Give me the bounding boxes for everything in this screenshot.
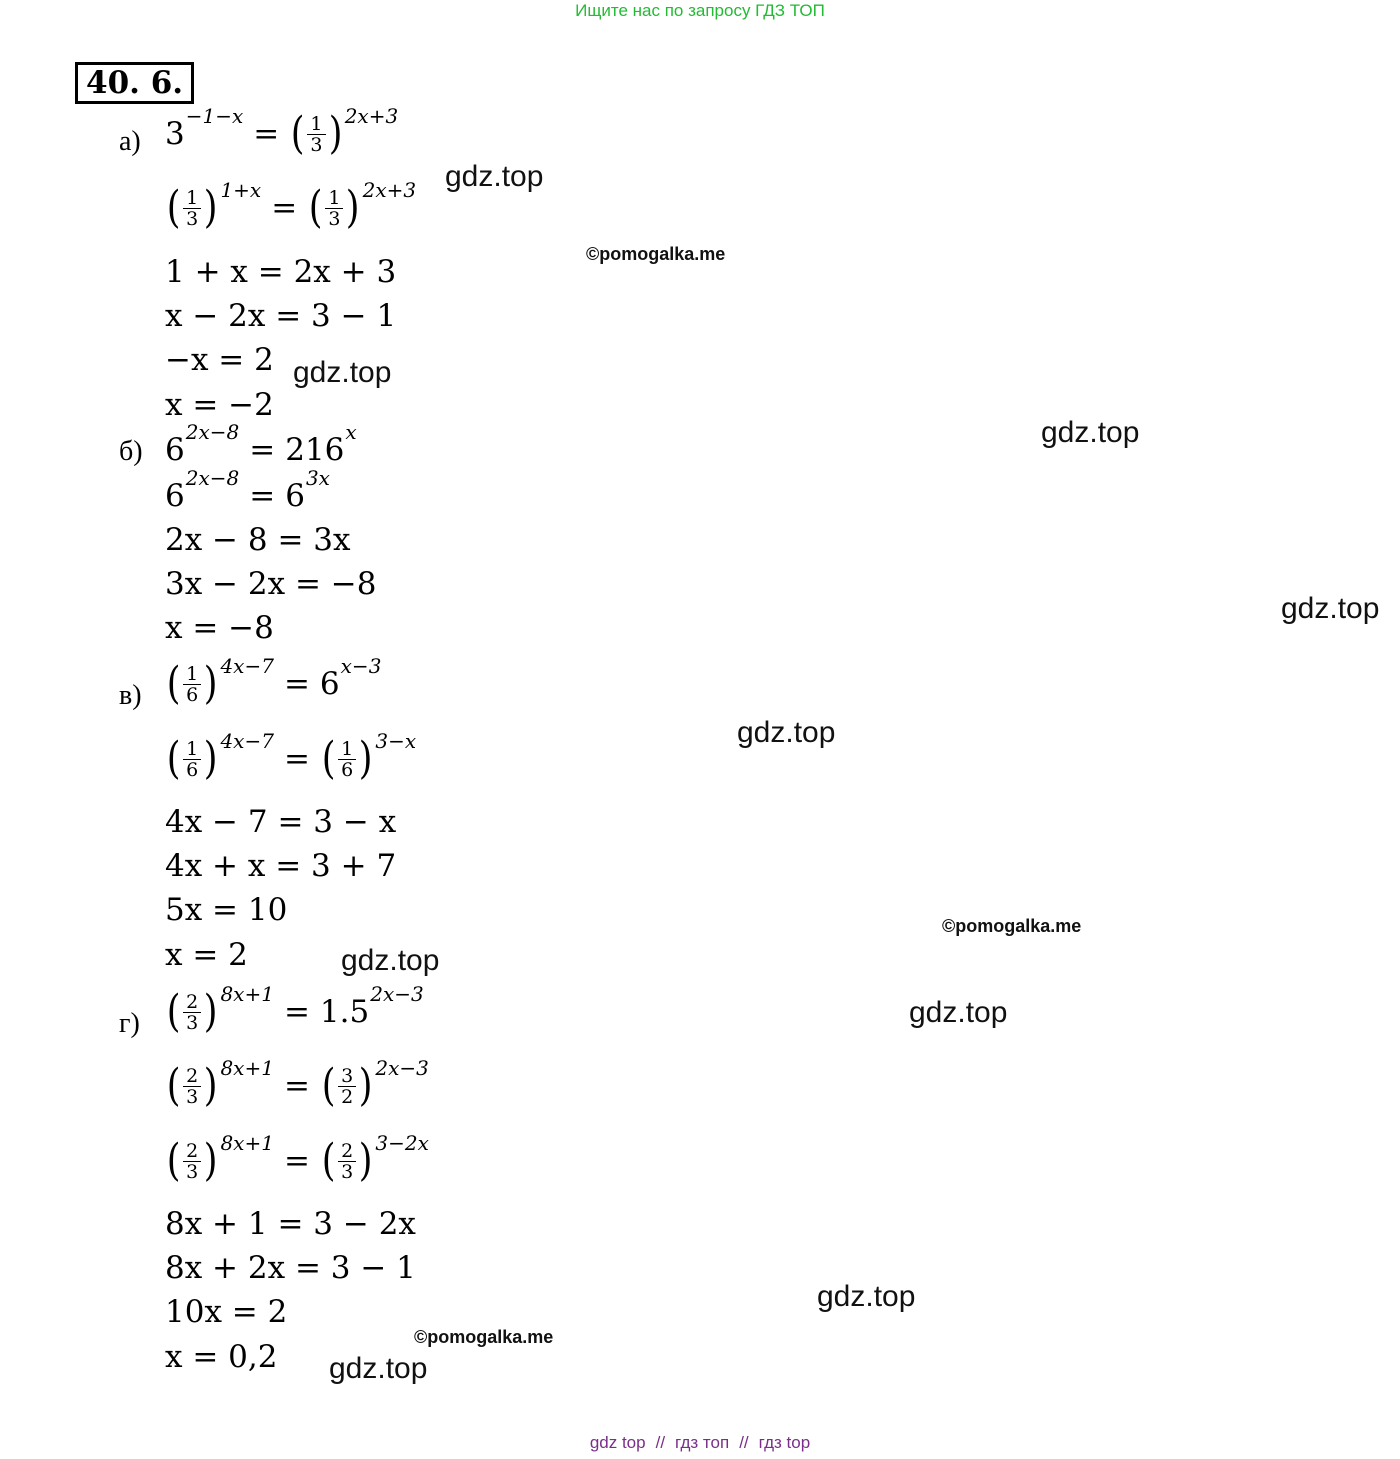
equation-v2: ( $\frac{1}{6}$ ) 4x−7 = ( $\frac{1}{6}$ ) 3−x: [166, 729, 417, 784]
watermark-gdz: gdz.top: [341, 944, 440, 977]
exponent: 1+x: [220, 178, 262, 202]
footer-links: [0, 1433, 1400, 1453]
watermark-gdz: gdz.top: [817, 1280, 916, 1313]
watermark-copyright: ©pomogalka.me: [586, 244, 726, 264]
exponent: 2x+3: [344, 104, 399, 128]
fraction-three-halves: ( $\frac{3}{2}$ ): [321, 1060, 373, 1111]
watermark-gdz: gdz.top: [329, 1352, 428, 1385]
equation-b1: 6 2x−8 = 216 x: [165, 420, 357, 468]
footer-link-gdz-top-mixed[interactable]: гдз top: [758, 1433, 811, 1452]
watermark-gdz: gdz.top: [445, 160, 544, 193]
equation-g3: ( $\frac{2}{3}$ ) 8x+1 = ( $\frac{2}{3}$ ) 3−2x: [166, 1131, 429, 1186]
base: 3: [165, 116, 185, 152]
watermark-gdz: gdz.top: [737, 716, 836, 749]
watermark-gdz: gdz.top: [909, 996, 1008, 1029]
equation-g4: 8x + 1 = 3 − 2x: [165, 1206, 416, 1242]
fraction-one-sixth: ( $\frac{1}{6}$ ): [166, 733, 218, 784]
fraction-one-sixth: ( $\frac{1}{6}$ ): [321, 733, 373, 784]
search-hint-header: Ищите нас по запросу ГДЗ ТОП: [575, 1, 825, 20]
equation-v4: 4x + x = 3 + 7: [165, 848, 397, 884]
footer-link-gdz-top-ru[interactable]: гдз топ: [675, 1433, 730, 1452]
fraction-one-sixth: ( $\frac{1}{6}$ ): [166, 658, 218, 709]
watermark-gdz: gdz.top: [1041, 416, 1140, 449]
watermark-copyright: ©pomogalka.me: [414, 1327, 554, 1347]
equation-b2: 6 2x−8 = 6 3x: [165, 466, 330, 514]
equation-g7: x = 0,2: [165, 1339, 278, 1375]
equation-b4: 3x − 2x = −8: [165, 566, 377, 602]
equation-a5: −x = 2: [165, 342, 274, 378]
equation-a4: x − 2x = 3 − 1: [165, 298, 397, 334]
equation-a3: 1 + x = 2x + 3: [165, 254, 397, 290]
equation-g2: ( $\frac{2}{3}$ ) 8x+1 = ( $\frac{3}{2}$ ) 2x−3: [166, 1056, 429, 1111]
equation-a1: 3 −1−x = ( $\frac{1}{3}$ ) 2x+3: [165, 104, 399, 159]
equation-v6: x = 2: [165, 937, 248, 973]
equation-v1: ( $\frac{1}{6}$ ) 4x−7 = 6 x−3: [166, 654, 382, 709]
watermark-gdz: gdz.top: [293, 356, 392, 389]
equation-g6: 10x = 2: [165, 1294, 288, 1330]
equation-g5: 8x + 2x = 3 − 1: [165, 1250, 416, 1286]
footer-separator: //: [655, 1433, 666, 1452]
footer-separator: //: [739, 1433, 749, 1452]
label-g: г): [119, 1008, 140, 1039]
equation-v5: 5x = 10: [165, 892, 288, 928]
equation-g1: ( $\frac{2}{3}$ ) 8x+1 = 1.5 2x−3: [166, 982, 424, 1037]
label-v: в): [119, 680, 142, 711]
footer-link-gdz-top[interactable]: gdz top: [589, 1433, 646, 1452]
exponent: −1−x: [185, 104, 244, 128]
label-b: б): [119, 436, 143, 467]
equation-v3: 4x − 7 = 3 − x: [165, 804, 397, 840]
equation-b5: x = −8: [165, 610, 274, 646]
fraction-one-third: ( $\frac{1}{3}$ ): [308, 182, 360, 233]
equation-a6: x = −2: [165, 387, 274, 423]
task-number: 40. 6.: [75, 62, 194, 104]
fraction-two-thirds: ( $\frac{2}{3}$ ): [166, 1135, 218, 1186]
watermark-copyright: ©pomogalka.me: [942, 916, 1082, 936]
fraction-two-thirds: ( $\frac{2}{3}$ ): [321, 1135, 373, 1186]
exponent: 2x+3: [362, 178, 417, 202]
fraction-two-thirds: ( $\frac{2}{3}$ ): [166, 986, 218, 1037]
watermark-gdz: gdz.top: [1281, 592, 1380, 625]
equation-a2: ( $\frac{1}{3}$ ) 1+x = ( $\frac{1}{3}$ ) 2x+3: [166, 178, 417, 233]
equation-b3: 2x − 8 = 3x: [165, 522, 351, 558]
fraction-one-third: ( $\frac{1}{3}$ ): [290, 108, 342, 159]
fraction-two-thirds: ( $\frac{2}{3}$ ): [166, 1060, 218, 1111]
fraction-one-third: ( $\frac{1}{3}$ ): [166, 182, 218, 233]
label-a: а): [119, 126, 141, 157]
